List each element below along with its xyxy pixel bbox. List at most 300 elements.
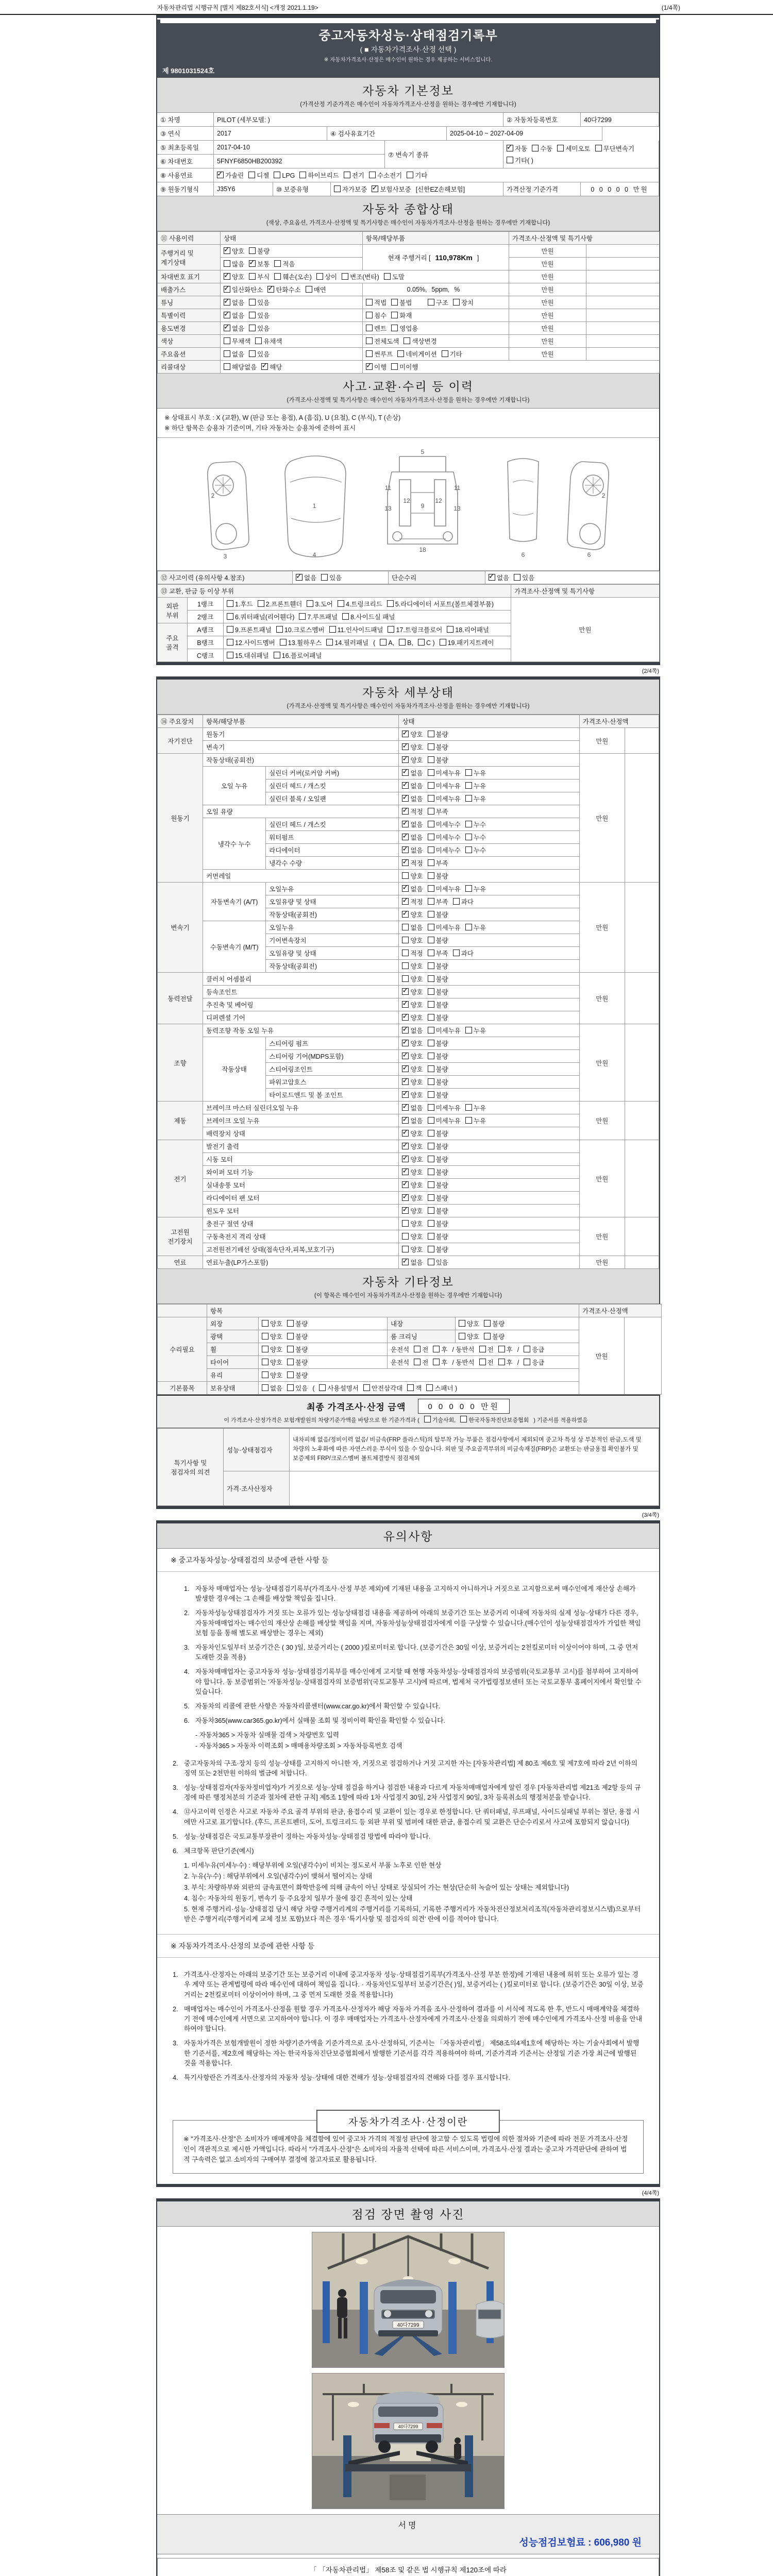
checkbox-unchecked <box>424 1416 431 1422</box>
checkbox-unchecked <box>342 273 348 280</box>
sub-group-label: 작동상태 <box>203 1037 266 1101</box>
document-number: 제 9801031524호 <box>162 67 215 75</box>
checkbox-unchecked <box>428 872 434 879</box>
table-row <box>158 1256 659 1269</box>
state-cell <box>399 728 579 741</box>
note-cell <box>625 1217 659 1256</box>
item-label: 연료누출(LP가스포함) <box>203 1256 399 1269</box>
field-label: ② 자동차등록번호 <box>503 113 581 127</box>
value-cell: B랭크 <box>188 636 224 649</box>
checkbox-unchecked <box>428 1143 434 1149</box>
plain-text: 현재 주행거리 [ <box>388 254 431 262</box>
checkbox-checked <box>217 172 224 178</box>
svg-text:6: 6 <box>521 551 525 558</box>
value-cell <box>259 1330 388 1343</box>
item-label: 클러치 어셈블리 <box>203 973 399 986</box>
checkbox-unchecked <box>402 1233 409 1240</box>
check-option: ✓ 없음 <box>402 834 423 841</box>
check-option: 해당없음 <box>224 364 257 371</box>
value-cell <box>221 335 363 348</box>
table-row <box>158 1304 662 1317</box>
check-option: 무채색 <box>224 338 250 345</box>
check-option: 없음 <box>402 924 423 931</box>
checkbox-unchecked <box>428 950 434 956</box>
check-option: 7.루프패널 <box>299 614 338 621</box>
checkbox-checked <box>224 325 230 331</box>
svg-text:4: 4 <box>312 551 316 558</box>
checkbox-unchecked <box>428 1014 434 1021</box>
price-cell: 만원 <box>579 973 625 1024</box>
check-option: ✓ 양호 <box>224 274 244 281</box>
value-cell <box>221 258 363 270</box>
checkbox-unchecked <box>249 299 256 306</box>
checkbox-checked <box>402 834 409 840</box>
item-label: 오일유량 및 상태 <box>266 947 399 960</box>
check-option: ✓ 양호 <box>402 1208 423 1215</box>
header-cell: 상태 <box>399 715 579 728</box>
note-cell <box>625 728 659 754</box>
checkbox-checked <box>402 1130 409 1137</box>
price-survey-note: ※ 자동차가격조사·산정은 매수인이 원하는 경우 제공하는 서비스입니다. <box>324 57 493 63</box>
table-row <box>158 348 660 361</box>
registration-number-value: 40다7299 <box>581 113 659 127</box>
device-label: 자기진단 <box>158 728 203 754</box>
checkbox-unchecked <box>329 626 336 633</box>
checkbox-checked <box>402 911 409 918</box>
field-label: ③ 연식 <box>157 127 214 141</box>
state-cell <box>399 986 579 998</box>
checkbox-checked <box>507 145 513 151</box>
checkbox-checked <box>402 846 409 853</box>
other-info-table <box>157 1304 659 1395</box>
opinion-label-inspector: 성능·상태점검자 <box>224 1429 290 1471</box>
check-option: ✓ 없음 <box>224 299 244 307</box>
page-1 <box>156 15 660 665</box>
plain-text <box>416 299 423 307</box>
check-option: 부족 <box>428 808 448 816</box>
checkbox-unchecked <box>262 1371 268 1378</box>
notice-heading-1: ※ 중고자동차성능·상태점검의 보증에 관한 사항 등 <box>157 1549 659 1572</box>
check-option: 2.프론트휀더 <box>258 601 303 608</box>
value-cell <box>363 296 509 309</box>
check-option: 14.필러패널 <box>326 639 368 647</box>
checkbox-unchecked <box>459 1320 465 1327</box>
checkbox-unchecked <box>433 1359 440 1365</box>
label-cell <box>158 1304 207 1317</box>
basic-info-table <box>157 113 659 196</box>
check-option: 불량 <box>484 1333 505 1341</box>
label-cell: 특별이력 <box>158 309 221 322</box>
item-label: 실린더 커버(로커암 커버) <box>266 767 399 779</box>
checkbox-unchecked <box>465 1027 472 1033</box>
value-cell <box>221 296 363 309</box>
checkbox-unchecked <box>453 898 460 905</box>
state-cell <box>399 857 579 870</box>
device-label: 조향 <box>158 1024 203 1101</box>
checkbox-unchecked <box>428 1117 434 1124</box>
notice-sub-item: 3. 부식: 차량하부와 외판의 금속표면이 화학반응에 의해 금속이 아닌 상태로 상실되어 가는 현상(단순히 녹슬어 있는 상태는 제외합니다) <box>184 1883 569 1891</box>
check-option: 불량 <box>428 1208 448 1215</box>
price-cell: 만원 <box>579 728 625 754</box>
item-label: 구동축전지 격리 상태 <box>203 1230 399 1243</box>
checkbox-unchecked <box>447 626 453 633</box>
checkbox-unchecked <box>391 325 398 331</box>
state-cell <box>399 1011 579 1024</box>
plain-text: / <box>517 1346 519 1353</box>
checkbox-unchecked <box>428 808 434 815</box>
check-option: 있음 <box>249 325 270 332</box>
check-option: 불량 <box>428 1066 448 1073</box>
label-cell: 가격조사·산정액 및 특기사항 <box>511 585 660 598</box>
check-option: 세미오토 <box>557 144 590 153</box>
state-symbol-legend: ※ 상태표시 부호 : X (교환), W (판금 또는 용접), A (흠집), U (요철), C (부식), T (손상) <box>164 414 401 421</box>
check-option: ✓ 없음 <box>402 1105 423 1112</box>
label-cell: 리콜대상 <box>158 361 221 374</box>
state-cell <box>399 1243 579 1256</box>
notice-list-general <box>173 1758 644 1924</box>
notice-sub-item: 1. 미세누유(미세누수) : 해당부위에 오일(냉각수)이 비치는 정도로서 부품 노후로 인한 현상 <box>184 1861 442 1870</box>
check-option: 불량 <box>287 1346 308 1353</box>
check-option: ✓ 양호 <box>402 1079 423 1086</box>
plain-text: / 동반석 <box>452 1359 475 1366</box>
checkbox-unchecked <box>479 1359 486 1365</box>
label-cell: 수리필요 <box>158 1317 207 1382</box>
value-cell: 만원 <box>509 309 586 322</box>
svg-text:2: 2 <box>211 492 215 499</box>
checkbox-unchecked <box>465 1117 472 1124</box>
item-label: 충전구 절연 상태 <box>203 1217 399 1230</box>
checkbox-checked <box>402 782 409 789</box>
label-cell: 주행거리 및 계기상태 <box>158 245 221 270</box>
check-option: A, <box>380 639 394 647</box>
state-cell <box>399 1063 579 1076</box>
notice-item: 6. 자동차365(www.car365.go.kr)에서 실매물 조회 및 정비이력 확인을 확인할 수 있습니다. <box>184 1717 445 1725</box>
checkbox-unchecked <box>287 1333 294 1340</box>
check-option: 양호 <box>262 1320 282 1328</box>
state-cell <box>399 1205 579 1217</box>
state-cell <box>399 908 579 921</box>
section-detail-state <box>157 680 659 715</box>
checkbox-unchecked <box>326 639 333 646</box>
item-label: 스티어링 펌프 <box>266 1037 399 1050</box>
check-option: ✓ 적정 <box>402 860 423 867</box>
check-option: 네비게이션 <box>397 351 436 358</box>
label-cell: 가격조사·산정액 및 특기사항 <box>509 232 660 245</box>
table-row <box>158 232 660 245</box>
inspection-photo-rear <box>312 2373 505 2509</box>
state-cell <box>399 1166 579 1179</box>
checkbox-unchecked <box>391 299 398 306</box>
check-option: 양호 <box>262 1346 282 1353</box>
checkbox-unchecked <box>532 145 539 151</box>
field-label: ⑩ 보증유형 <box>273 182 331 196</box>
item-label: 브레이크 오일 누유 <box>203 1114 399 1127</box>
check-option: 불량 <box>428 744 448 751</box>
svg-text:2: 2 <box>601 492 606 499</box>
checkbox-checked <box>402 988 409 995</box>
item-label: 라디에이터 팬 모터 <box>203 1192 399 1205</box>
check-option: 불량 <box>428 731 448 738</box>
section-title: 자동차 종합상태 <box>362 202 454 216</box>
state-cell <box>399 921 579 934</box>
check-option: 3.도어 <box>307 601 333 608</box>
warranty-checks <box>331 182 503 196</box>
checkbox-unchecked <box>428 1156 434 1162</box>
note-cell <box>625 1256 659 1269</box>
table-row <box>158 973 659 986</box>
checkbox-unchecked <box>428 1027 434 1033</box>
notice-item: 1. 가격조사·산정자는 아래의 보증기간 또는 보증거리 이내에 중고자동차 성능·상태점검기록부(가격조사·산정 부분 한정)에 기재된 내용에 허위 또는 오류가 있는 경우 계약 또는 관계법령에 따라 매수인에 대하여 책임을 집니다. · 자동차인도일부터 보증기간은( )일, 보증거리는 ( )킬로미터로 합니다. (보증기간은 30일 이상, 보증거리는 2천킬로미터 이상이어야 하며, 그 중 먼저 도래한 것을 적용합니다) <box>173 1971 644 1998</box>
checkbox-unchecked <box>307 600 313 607</box>
value-cell <box>259 1343 388 1356</box>
label-cell: 상태 <box>221 232 363 245</box>
label-cell: 튜닝 <box>158 296 221 309</box>
checkbox-unchecked <box>524 1346 530 1352</box>
value-cell <box>363 283 509 296</box>
inspection-photo-front <box>312 2232 505 2368</box>
state-cell <box>399 870 579 883</box>
title-white-bar <box>160 20 656 23</box>
label-cell: 주요 골격 <box>158 623 188 662</box>
checkbox-unchecked <box>402 962 409 969</box>
checkbox-unchecked <box>274 652 280 658</box>
section-basic-info <box>157 78 659 113</box>
state-cell <box>399 1127 579 1140</box>
device-label: 변속기 <box>158 883 203 973</box>
table-row <box>158 1024 659 1037</box>
item-label: 작동상태(공회전) <box>203 754 399 767</box>
check-option: 미이행 <box>391 364 418 371</box>
item-label: 디퍼렌셜 기어 <box>203 1011 399 1024</box>
checkbox-unchecked <box>442 350 448 357</box>
note-cell <box>625 1101 659 1140</box>
state-cell <box>399 1217 579 1230</box>
plain-text: ( <box>312 1385 315 1392</box>
plain-text: 0.05%, <box>407 286 427 293</box>
check-option: 10.크로스멤버 <box>276 626 325 634</box>
notice-item: 2. 중고자동차의 구조·장치 등의 성능·상태를 고지하지 아니한 자, 거짓으로 점검하거나 거짓 고지한 자는 [자동차관리법] 제 80조 제6호 및 제7호에 따라 2년 이하의 징역 또는 2천만원 이하의 벌금에 처합니다. <box>173 1759 637 1777</box>
value-cell <box>224 598 511 611</box>
table-row <box>158 598 660 611</box>
check-option: ✓ 가솔린 <box>217 171 244 180</box>
value-cell <box>363 361 660 374</box>
page-marker-2: (2/4쪽) <box>642 668 659 674</box>
checkbox-unchecked <box>363 1384 370 1391</box>
value-cell <box>259 1382 579 1395</box>
value-cell <box>586 309 660 322</box>
checkbox-unchecked <box>465 834 472 840</box>
check-option: ✓ 적정 <box>402 808 423 816</box>
checkbox-unchecked <box>380 639 386 646</box>
header-cell: ⑭ 주요장치 <box>158 715 203 728</box>
check-option: 9.프론트패널 <box>227 626 272 634</box>
check-option: 양호 <box>402 1246 423 1253</box>
label-cell: 항목/해당부품 <box>363 232 509 245</box>
svg-text:11: 11 <box>384 484 392 492</box>
state-cell <box>399 767 579 779</box>
check-option: 부족 <box>428 899 448 906</box>
label-cell: 외판 부위 <box>158 598 188 623</box>
plain-text: ) 기준서를 적용하였음 <box>533 1417 588 1423</box>
sub-group-label: 자동변속기 (A/T) <box>203 883 266 921</box>
checkbox-unchecked <box>484 1320 491 1327</box>
value-cell <box>363 309 509 322</box>
check-option: 5.라디에이터 서포트(볼트체결부품) <box>387 601 494 608</box>
checkbox-checked <box>402 1194 409 1201</box>
checkbox-unchecked <box>249 273 256 280</box>
checkbox-unchecked <box>428 924 434 930</box>
checkbox-unchecked <box>524 1359 530 1365</box>
checkbox-unchecked <box>428 821 434 827</box>
checkbox-unchecked <box>227 626 233 633</box>
section-subtitle: (가격조사·산정액 및 특기사항은 매수인이 자동차가격조사·산정을 원하는 경우에만 기재합니다) <box>287 703 530 709</box>
check-option: 미세누유 <box>428 924 461 931</box>
check-option: ✓ 적정 <box>402 899 423 906</box>
checkbox-unchecked <box>465 769 472 776</box>
checkbox-checked <box>402 1091 409 1098</box>
item-label: 오일 유량 <box>203 805 399 818</box>
confirmation-statement <box>157 2558 659 2576</box>
check-option: 양호 <box>402 963 423 970</box>
state-cell <box>399 1192 579 1205</box>
item-label: 시동 모터 <box>203 1153 399 1166</box>
check-option: 양호 <box>402 1221 423 1228</box>
value-cell <box>363 245 509 270</box>
checkbox-unchecked <box>428 795 434 802</box>
checkbox-unchecked <box>465 821 472 827</box>
check-option: 불량 <box>428 1233 448 1241</box>
checkbox-unchecked <box>428 1091 434 1098</box>
checkbox-unchecked <box>338 600 344 607</box>
value-cell <box>363 348 509 361</box>
table-row <box>158 283 660 296</box>
check-option: 불량 <box>287 1359 308 1366</box>
checkbox-unchecked <box>402 1220 409 1227</box>
checkbox-unchecked <box>428 782 434 789</box>
check-option: 불량 <box>484 1320 505 1328</box>
check-option: ✓ 양호 <box>402 744 423 751</box>
check-option: ✓ 없음 <box>224 312 244 319</box>
checkbox-checked <box>402 1065 409 1072</box>
check-option: 색상변경 <box>404 338 436 345</box>
check-option: 6.쿼터패널(리어휀다) <box>227 614 294 621</box>
checkbox-checked <box>402 859 409 866</box>
check-option: 있음 <box>249 312 270 319</box>
label-cell: 타이어 <box>207 1356 259 1369</box>
checkbox-unchecked <box>453 950 460 956</box>
check-option: 없음 <box>224 351 244 358</box>
item-label: 동력조향 작동 오일 누유 <box>203 1024 399 1037</box>
checkbox-unchecked <box>402 1246 409 1252</box>
checkbox-unchecked <box>262 1384 268 1391</box>
check-option: 불량 <box>287 1372 308 1379</box>
detail-state-table <box>157 715 659 1269</box>
checkbox-unchecked <box>407 172 413 178</box>
label-cell: 광택 <box>207 1330 259 1343</box>
check-option: ✓ 양호 <box>402 1092 423 1099</box>
value-cell <box>625 1317 662 1395</box>
final-price-bar <box>157 1395 659 1428</box>
state-cell <box>399 1076 579 1089</box>
notice-sub-item: - 자동차365 > 자동차 실매물 검색 > 차량번호 입력 <box>195 1731 340 1739</box>
check-option: 불량 <box>287 1320 308 1328</box>
state-cell <box>399 818 579 831</box>
check-option: 불량 <box>287 1333 308 1341</box>
checkbox-unchecked <box>274 260 281 267</box>
label-cell: 주요옵션 <box>158 348 221 361</box>
check-option: 있음 <box>249 351 270 358</box>
field-label: 가격산정 기준가격 <box>503 182 581 196</box>
checkbox-unchecked <box>557 145 564 151</box>
table-row <box>158 270 660 283</box>
check-option: 누유 <box>465 1027 486 1035</box>
checkbox-checked <box>402 1156 409 1162</box>
check-option: 누유 <box>465 795 486 803</box>
item-label: 실린더 헤드 / 개스킷 <box>266 818 399 831</box>
value-cell <box>224 649 511 662</box>
device-label: 동력전달 <box>158 973 203 1024</box>
label-cell: 항목 <box>207 1304 579 1317</box>
checkbox-unchecked <box>262 1346 268 1352</box>
checkbox-checked <box>261 363 268 370</box>
state-cell <box>399 831 579 844</box>
check-option: 불량 <box>428 963 448 970</box>
checkbox-unchecked <box>414 1359 421 1365</box>
checkbox-unchecked <box>319 1384 326 1391</box>
checkbox-checked <box>224 247 230 254</box>
check-option: 응급 <box>524 1346 544 1353</box>
section-title: 점검 장면 촬영 사진 <box>351 2207 465 2221</box>
check-option: ✓ 없음 <box>402 1117 423 1125</box>
section-subtitle: (이 항목은 매수인이 자동차가격조사·산정을 원하는 경우에만 기재합니다) <box>314 1293 502 1299</box>
page-3 <box>156 1520 660 2187</box>
checkbox-checked <box>402 1117 409 1124</box>
notice-item: 3. 성능·상태점검자(자동차정비업자)가 거짓으로 성능·상태 점검을 하거나 점검한 내용과 다르게 자동차매매업자에게 알린 경우 [자동차관리법 제21조 제2항 등의 규정에 따른 행정처분의 기준과 절차에 관한 규칙] 제5조 1항에 따라 1차 사업정지 30일, 2차 사업정지 90일, 3차 등록취소의 행정처분을 받습니다. <box>173 1784 641 1802</box>
check-option: 응급 <box>524 1359 544 1366</box>
checkbox-unchecked <box>274 172 280 178</box>
label-cell: 차대번호 표기 <box>158 270 221 283</box>
checkbox-checked <box>224 312 230 318</box>
checkbox-unchecked <box>287 1371 294 1378</box>
checkbox-checked <box>402 1104 409 1111</box>
checkbox-checked <box>402 1078 409 1085</box>
price-cell: 만원 <box>579 1024 625 1101</box>
value-cell: 만원 <box>579 1317 625 1395</box>
notice-item: 3. 자동차가격은 보험개발원이 정한 차량기준가액을 기준가격으로 조사·산정하되, 기준서는 「자동차관리법」 제58조의4제1호에 해당하는 자는 기술사회에서 발행한 기준서를, 제2호에 해당하는 자는 한국자동차진단보증협회에서 발행한 기준서를 각각 적용하여야 하며, 기준가격과 기준서는 산정일 기준 가장 최근에 발행된 것을 적용합니다. <box>173 2039 640 2067</box>
checkbox-unchecked <box>224 260 230 267</box>
value-cell: 2랭크 <box>188 611 224 623</box>
check-option: 불량 <box>428 1156 448 1163</box>
check-option: 불량 <box>428 873 448 880</box>
table-row <box>158 335 660 348</box>
checkbox-unchecked <box>407 1384 414 1391</box>
svg-text:18: 18 <box>419 546 426 553</box>
check-option: ✓ 양호 <box>402 1053 423 1060</box>
checkbox-unchecked <box>402 924 409 930</box>
check-option: 11.인사이드패널 <box>329 626 383 634</box>
device-label: 전기 <box>158 1140 203 1217</box>
check-option: 불량 <box>428 1040 448 1047</box>
state-cell <box>399 779 579 792</box>
device-label: 연료 <box>158 1256 203 1269</box>
check-option: 불량 <box>428 1143 448 1150</box>
check-option: 한국자동차진단보증협회 <box>460 1417 529 1423</box>
title-header <box>157 20 659 78</box>
checkbox-unchecked <box>428 834 434 840</box>
checkbox-unchecked <box>248 172 255 178</box>
section-title: 유의사항 <box>383 1530 433 1543</box>
note-cell <box>625 973 659 1024</box>
